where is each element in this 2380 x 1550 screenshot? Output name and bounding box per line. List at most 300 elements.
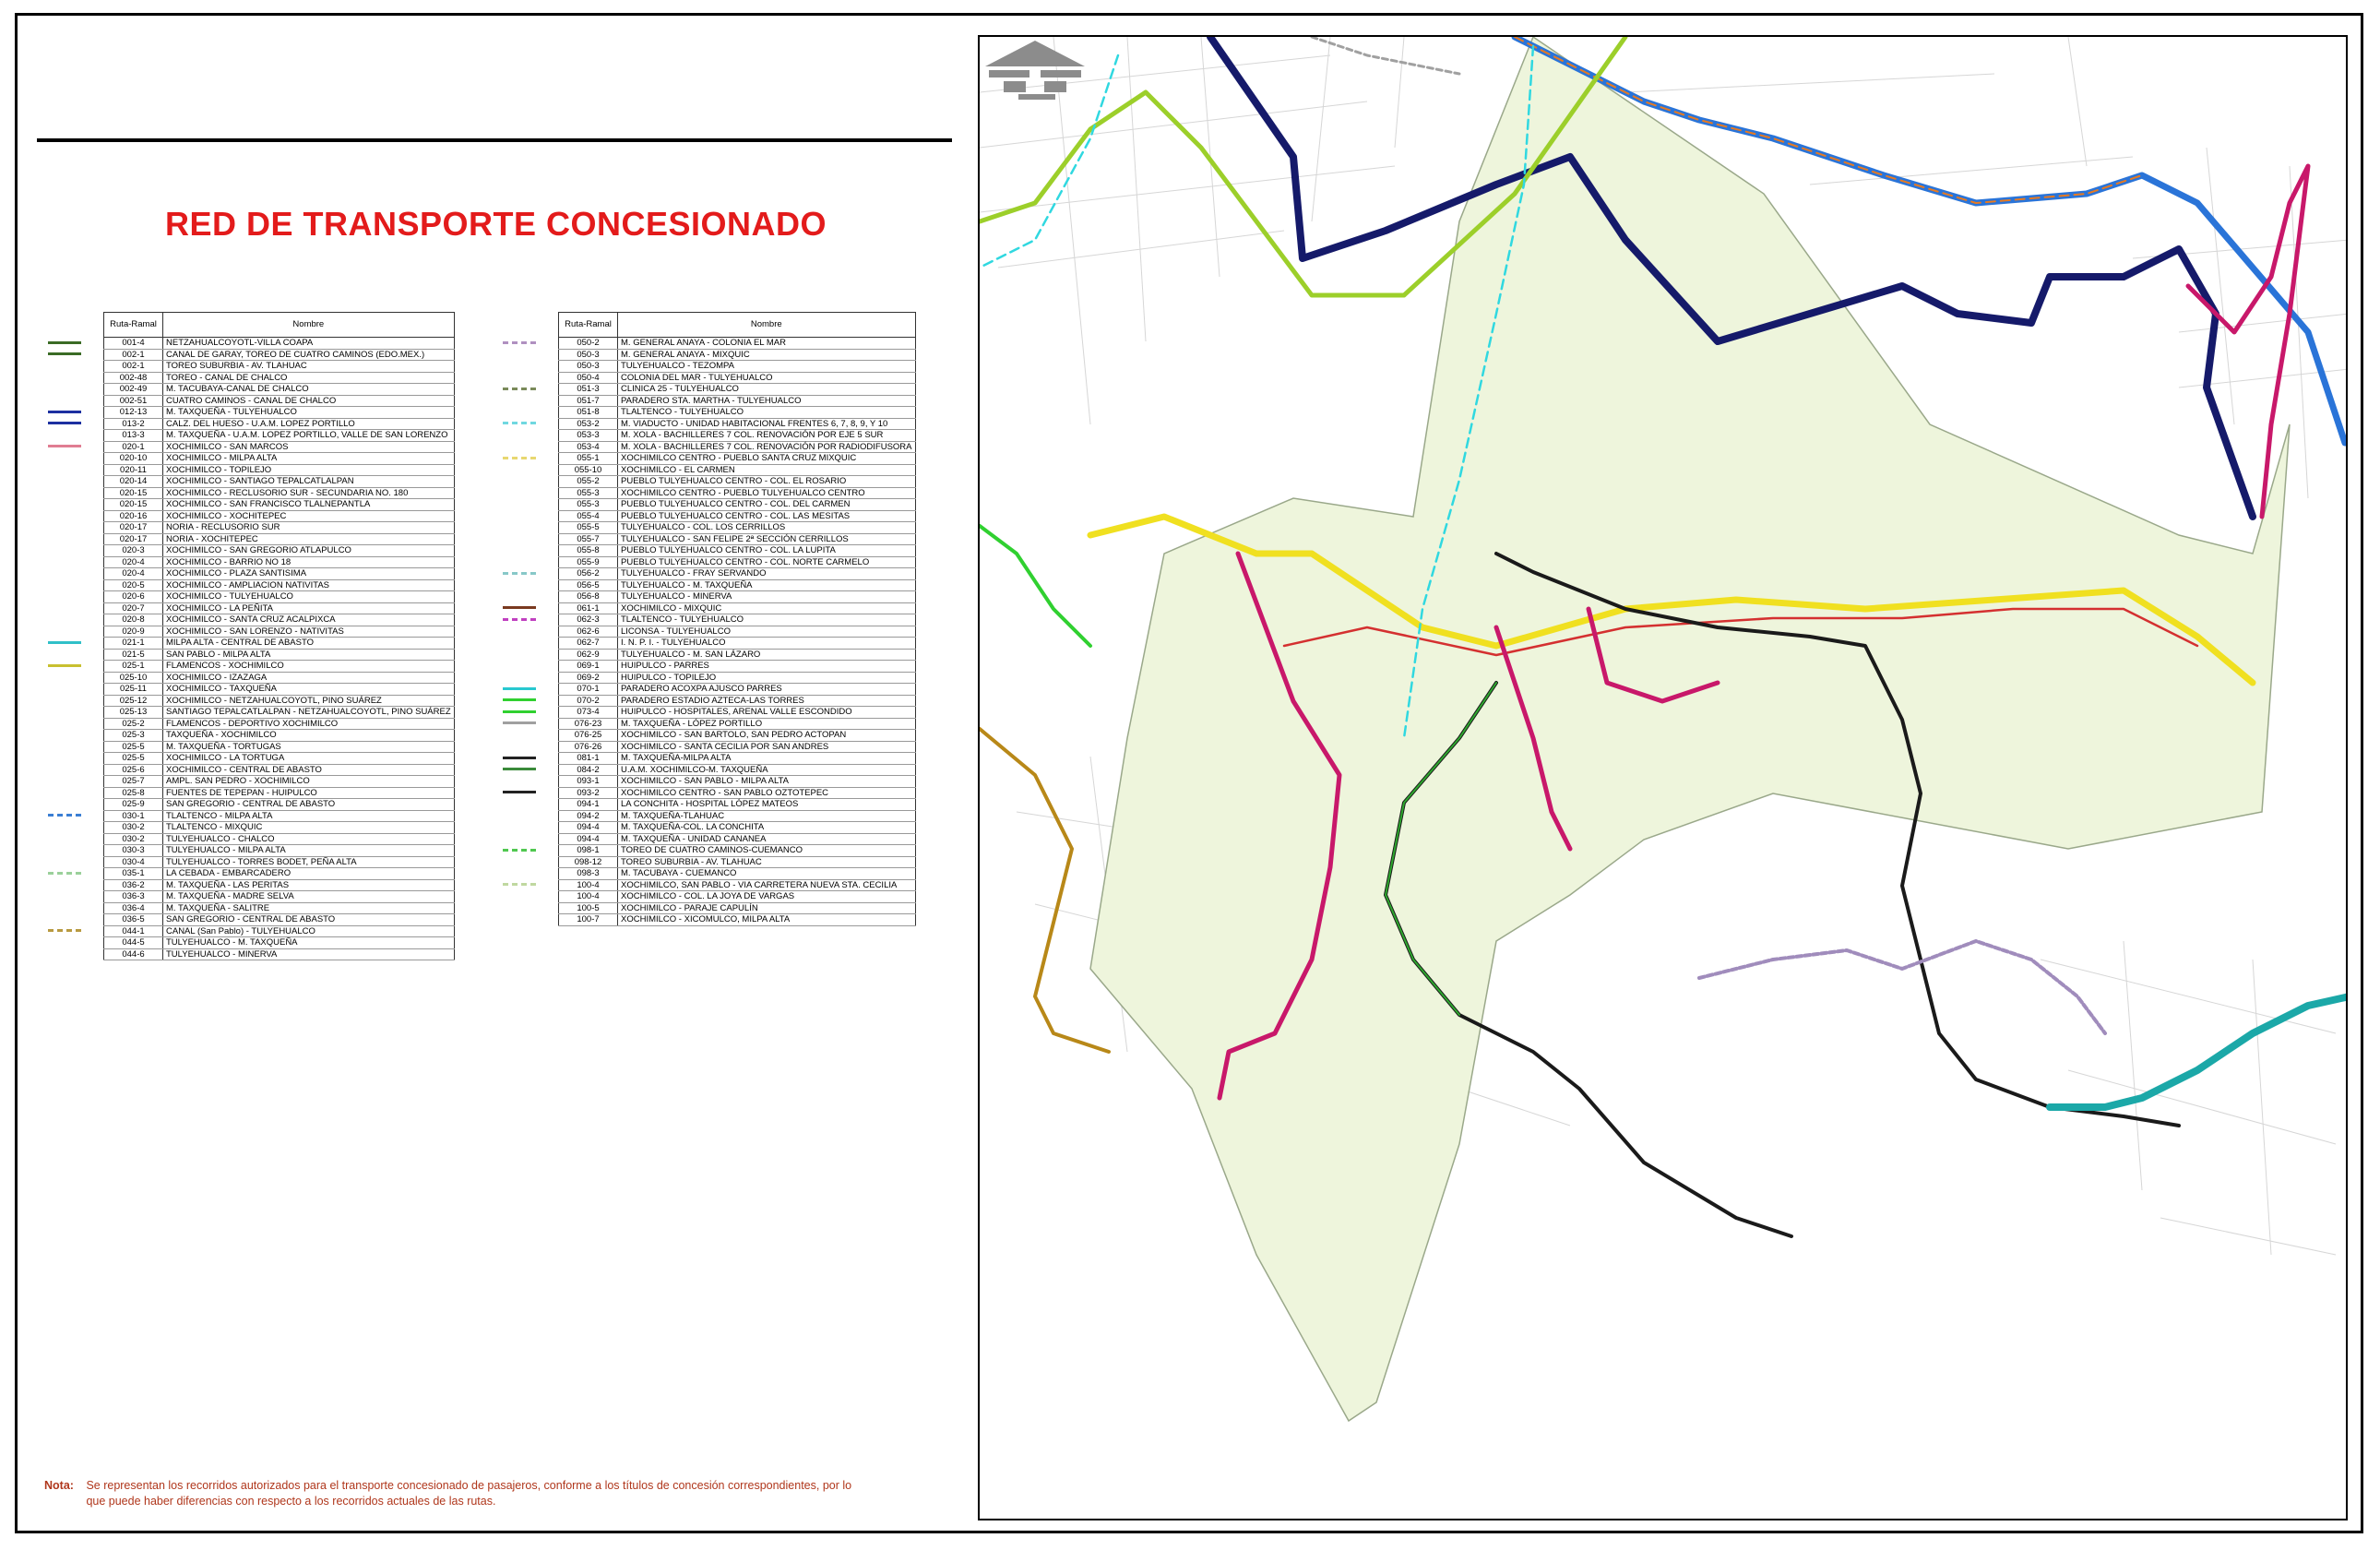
route-code: 093-1 — [559, 776, 618, 788]
route-code: 020-8 — [104, 614, 163, 626]
route-name: M. TAXQUEÑA - SALITRE — [163, 902, 455, 914]
route-code: 055-2 — [559, 476, 618, 488]
route-swatch — [48, 868, 104, 880]
route-name: MILPA ALTA - CENTRAL DE ABASTO — [163, 638, 455, 650]
legend-row — [48, 799, 454, 811]
legend-row — [503, 349, 915, 361]
route-name: XOCHIMILCO - TULYEHUALCO — [163, 591, 455, 603]
route-name: M. VIADUCTO - UNIDAD HABITACIONAL FRENTES 6, 7, 8, 9, Y 10 — [618, 418, 916, 430]
route-name: M. TAXQUEÑA-COL. LA CONCHITA — [618, 822, 916, 834]
legend-row — [503, 487, 915, 499]
route-swatch — [503, 372, 559, 384]
name-header: Nombre — [163, 313, 455, 338]
route-code: 055-8 — [559, 545, 618, 557]
legend-row — [503, 418, 915, 430]
route-name: TULYEHUALCO - COL. LOS CERRILLOS — [618, 522, 916, 534]
route-swatch — [503, 579, 559, 591]
route-swatch — [48, 453, 104, 465]
legend-row — [503, 602, 915, 614]
route-color-swatch — [503, 698, 536, 701]
route-code: 100-4 — [559, 891, 618, 903]
route-code: 002-49 — [104, 384, 163, 396]
route-code: 098-3 — [559, 868, 618, 880]
legend-row — [48, 430, 454, 442]
legend-row — [48, 661, 454, 673]
route-name: TULYEHUALCO - M. TAXQUEÑA — [618, 579, 916, 591]
route-code: 021-1 — [104, 638, 163, 650]
route-swatch — [503, 661, 559, 673]
route-color-swatch — [503, 618, 536, 621]
route-color-swatch — [503, 572, 536, 575]
route-name: COLONIA DEL MAR - TULYEHUALCO — [618, 372, 916, 384]
route-name: XOCHIMILCO - SAN LORENZO - NATIVITAS — [163, 626, 455, 638]
route-name: M. TAXQUEÑA - TULYEHUALCO — [163, 407, 455, 419]
route-color-swatch — [48, 814, 81, 817]
route-code: 036-2 — [104, 879, 163, 891]
note-text: Se representan los recorridos autorizados para el transporte concesionado de pasajeros, conforme a los títulos de concesión correspondientes, por lo que puede haber diferencias con respecto a los recorridos actuales de las rutas. — [86, 1479, 852, 1508]
route-code: 084-2 — [559, 764, 618, 776]
route-name: XOCHIMILCO - MIXQUIC — [618, 602, 916, 614]
route-swatch — [48, 833, 104, 845]
route-swatch — [48, 891, 104, 903]
legend-row — [503, 741, 915, 753]
route-swatch — [48, 476, 104, 488]
route-name: TULYEHUALCO - MINERVA — [163, 948, 455, 960]
legend-row — [503, 718, 915, 730]
route-swatch — [503, 753, 559, 765]
map-canvas[interactable] — [980, 37, 2348, 1520]
route-code: 056-2 — [559, 568, 618, 580]
route-name: M. TACUBAYA-CANAL DE CHALCO — [163, 384, 455, 396]
route-swatch — [503, 476, 559, 488]
route-swatch — [48, 776, 104, 788]
route-swatch — [503, 626, 559, 638]
legend-row — [48, 602, 454, 614]
route-swatch — [503, 430, 559, 442]
legend-row — [503, 799, 915, 811]
route-lilac — [1699, 941, 2105, 1033]
route-swatch — [48, 799, 104, 811]
delegation-logo-icon — [980, 37, 1090, 103]
note-label: Nota: — [44, 1479, 74, 1492]
legend-row — [503, 856, 915, 868]
route-name: XOCHIMILCO - SAN FRANCISCO TLALNEPANTLA — [163, 499, 455, 511]
route-swatch — [48, 672, 104, 684]
route-code: 062-6 — [559, 626, 618, 638]
legend-row — [503, 764, 915, 776]
route-code: 050-3 — [559, 361, 618, 373]
route-name: M. TAXQUEÑA - LAS PERITAS — [163, 879, 455, 891]
route-swatch — [48, 661, 104, 673]
legend-row — [503, 684, 915, 696]
footnote — [44, 1478, 875, 1509]
route-name: TULYEHUALCO - TORRES BODET, PEÑA ALTA — [163, 856, 455, 868]
route-code: 020-7 — [104, 602, 163, 614]
route-name: PARADERO ACOXPA AJUSCO PARRES — [618, 684, 916, 696]
route-code: 044-1 — [104, 925, 163, 937]
route-code: 025-5 — [104, 753, 163, 765]
route-color-swatch — [48, 445, 81, 447]
legend-row — [503, 372, 915, 384]
route-swatch — [503, 407, 559, 419]
route-swatch — [503, 730, 559, 742]
route-name: PUEBLO TULYEHUALCO CENTRO - COL. LAS MESITAS — [618, 510, 916, 522]
route-code: 025-9 — [104, 799, 163, 811]
route-swatch — [48, 753, 104, 765]
legend-row — [48, 764, 454, 776]
route-swatch — [48, 810, 104, 822]
route-name: TULYEHUALCO - TEZOMPA — [618, 361, 916, 373]
route-swatch — [503, 638, 559, 650]
route-code: 020-3 — [104, 545, 163, 557]
legend-row — [48, 672, 454, 684]
route-name: PUEBLO TULYEHUALCO CENTRO - COL. LA LUPITA — [618, 545, 916, 557]
legend-row — [503, 868, 915, 880]
route-name: FLAMENCOS - DEPORTIVO XOCHIMILCO — [163, 718, 455, 730]
route-code: 020-17 — [104, 522, 163, 534]
route-swatch — [48, 591, 104, 603]
route-swatch — [503, 522, 559, 534]
route-swatch — [503, 384, 559, 396]
route-color-swatch — [503, 883, 536, 886]
route-code: 025-12 — [104, 695, 163, 707]
route-name: XOCHIMILCO - SANTA CECILIA POR SAN ANDRES — [618, 741, 916, 753]
route-name: CALZ. DEL HUESO - U.A.M. LOPEZ PORTILLO — [163, 418, 455, 430]
route-swatch — [48, 349, 104, 361]
route-code: 020-9 — [104, 626, 163, 638]
route-swatch — [48, 464, 104, 476]
route-name: CANAL DE GARAY, TOREO DE CUATRO CAMINOS (EDO.MEX.) — [163, 349, 455, 361]
route-swatch — [48, 556, 104, 568]
route-code: 073-4 — [559, 707, 618, 719]
route-swatch — [503, 441, 559, 453]
route-name: M. TAXQUEÑA - LÓPEZ PORTILLO — [618, 718, 916, 730]
route-swatch — [503, 741, 559, 753]
route-name: TLALTENCO - TULYEHUALCO — [618, 407, 916, 419]
swatch-header — [503, 313, 559, 338]
route-code: 020-17 — [104, 533, 163, 545]
route-code: 098-12 — [559, 856, 618, 868]
route-name: M. TAXQUEÑA-TLAHUAC — [618, 810, 916, 822]
legend-row — [48, 361, 454, 373]
legend-row — [503, 661, 915, 673]
legend-row — [48, 418, 454, 430]
route-color-swatch — [503, 710, 536, 713]
route-name: XOCHIMILCO CENTRO - PUEBLO TULYEHUALCO CENTRO — [618, 487, 916, 499]
route-name: HUIPULCO - PARRES — [618, 661, 916, 673]
route-legend-table-left — [48, 312, 455, 960]
legend-row — [48, 730, 454, 742]
name-header: Nombre — [618, 313, 916, 338]
route-code: 056-8 — [559, 591, 618, 603]
legend-row — [48, 556, 454, 568]
route-name: TULYEHUALCO - FRAY SERVANDO — [618, 568, 916, 580]
legend-row — [48, 407, 454, 419]
route-color-swatch — [503, 606, 536, 609]
route-swatch — [48, 614, 104, 626]
route-code: 050-3 — [559, 349, 618, 361]
route-color-swatch — [503, 849, 536, 852]
route-swatch — [48, 407, 104, 419]
legend-row — [503, 533, 915, 545]
route-color-swatch — [48, 664, 81, 667]
legend-row — [503, 338, 915, 350]
legend-row — [503, 441, 915, 453]
route-name: NETZAHUALCOYOTL-VILLA COAPA — [163, 338, 455, 350]
route-swatch — [503, 799, 559, 811]
route-name: PUEBLO TULYEHUALCO CENTRO - COL. DEL CARMEN — [618, 499, 916, 511]
route-name: AMPL. SAN PEDRO - XOCHIMILCO — [163, 776, 455, 788]
legend-row — [503, 430, 915, 442]
route-code: 020-14 — [104, 476, 163, 488]
route-swatch — [48, 787, 104, 799]
legend-row — [48, 533, 454, 545]
route-swatch — [503, 464, 559, 476]
route-code: 035-1 — [104, 868, 163, 880]
legend-row — [48, 522, 454, 534]
route-swatch — [48, 568, 104, 580]
route-name: XOCHIMILCO - SAN GREGORIO ATLAPULCO — [163, 545, 455, 557]
legend-row — [503, 591, 915, 603]
route-swatch — [503, 338, 559, 350]
route-swatch — [503, 453, 559, 465]
legend-row — [503, 776, 915, 788]
route-name: XOCHIMILCO CENTRO - PUEBLO SANTA CRUZ MIXQUIC — [618, 453, 916, 465]
route-swatch — [48, 545, 104, 557]
legend-row — [48, 568, 454, 580]
legend-row — [48, 384, 454, 396]
route-name: SAN GREGORIO - CENTRAL DE ABASTO — [163, 914, 455, 926]
route-name: NORIA - XOCHITEPEC — [163, 533, 455, 545]
route-name: M. GENERAL ANAYA - MIXQUIC — [618, 349, 916, 361]
route-swatch — [503, 545, 559, 557]
route-swatch — [503, 764, 559, 776]
legend-row — [48, 948, 454, 960]
route-code: 055-10 — [559, 464, 618, 476]
route-code: 012-13 — [104, 407, 163, 419]
legend-row — [48, 753, 454, 765]
legend-row — [48, 833, 454, 845]
legend-row — [48, 487, 454, 499]
route-name: XOCHIMILCO - MILPA ALTA — [163, 453, 455, 465]
route-legend-table-right — [503, 312, 916, 926]
route-code: 081-1 — [559, 753, 618, 765]
route-name: LA CONCHITA - HOSPITAL LÓPEZ MATEOS — [618, 799, 916, 811]
route-name: XOCHIMILCO - SAN MARCOS — [163, 441, 455, 453]
route-code: 020-16 — [104, 510, 163, 522]
route-code: 030-2 — [104, 833, 163, 845]
legend-row — [48, 891, 454, 903]
route-code: 020-11 — [104, 464, 163, 476]
route-name: XOCHIMILCO - TAXQUEÑA — [163, 684, 455, 696]
legend-row — [48, 856, 454, 868]
route-color-swatch — [48, 411, 81, 413]
route-code: 030-1 — [104, 810, 163, 822]
route-name: PARADERO ESTADIO AZTECA-LAS TORRES — [618, 695, 916, 707]
route-name: PUEBLO TULYEHUALCO CENTRO - COL. EL ROSARIO — [618, 476, 916, 488]
route-swatch — [503, 533, 559, 545]
route-name: TAXQUEÑA - XOCHIMILCO — [163, 730, 455, 742]
route-code: 025-5 — [104, 741, 163, 753]
route-code: 013-2 — [104, 418, 163, 430]
route-name: XOCHIMILCO - XICOMULCO, MILPA ALTA — [618, 914, 916, 926]
route-gold — [980, 729, 1109, 1052]
route-map[interactable] — [978, 35, 2348, 1520]
route-code: 025-10 — [104, 672, 163, 684]
legend-body-right — [503, 338, 915, 926]
legend-row — [48, 338, 454, 350]
route-code: 025-3 — [104, 730, 163, 742]
legend-row — [503, 395, 915, 407]
legend-row — [503, 476, 915, 488]
route-color-swatch — [48, 872, 81, 875]
route-swatch — [503, 695, 559, 707]
route-code: 062-7 — [559, 638, 618, 650]
legend-row — [503, 753, 915, 765]
legend-row — [503, 879, 915, 891]
route-name: XOCHIMILCO - BARRIO NO 18 — [163, 556, 455, 568]
route-color-swatch — [503, 388, 536, 390]
legend-row — [503, 914, 915, 926]
route-swatch — [48, 902, 104, 914]
title-rule — [37, 138, 952, 142]
route-swatch — [503, 556, 559, 568]
route-code: 070-1 — [559, 684, 618, 696]
route-swatch — [503, 591, 559, 603]
route-swatch — [48, 499, 104, 511]
route-color-swatch — [503, 341, 536, 344]
route-name: TULYEHUALCO - CHALCO — [163, 833, 455, 845]
route-name: XOCHIMILCO - SANTIAGO TEPALCATLALPAN — [163, 476, 455, 488]
route-name: FLAMENCOS - XOCHIMILCO — [163, 661, 455, 673]
route-code: 094-1 — [559, 799, 618, 811]
route-name: TLALTENCO - MIXQUIC — [163, 822, 455, 834]
route-swatch — [503, 845, 559, 857]
route-name: SANTIAGO TEPALCATLALPAN - NETZAHUALCOYOTL, PINO SUÁREZ — [163, 707, 455, 719]
legend-row — [503, 556, 915, 568]
route-color-swatch — [503, 768, 536, 770]
route-swatch — [503, 602, 559, 614]
route-color-swatch — [48, 929, 81, 932]
legend-row — [48, 914, 454, 926]
route-swatch — [48, 533, 104, 545]
route-name: TLALTENCO - MILPA ALTA — [163, 810, 455, 822]
route-name: PARADERO STA. MARTHA - TULYEHUALCO — [618, 395, 916, 407]
legend-row — [48, 453, 454, 465]
legend-row — [48, 787, 454, 799]
route-name: M. TAXQUEÑA-MILPA ALTA — [618, 753, 916, 765]
route-magenta-east — [2188, 166, 2308, 517]
route-code: 025-11 — [104, 684, 163, 696]
route-green-west — [980, 526, 1090, 646]
legend-row — [48, 476, 454, 488]
route-swatch — [503, 395, 559, 407]
legend-row — [503, 464, 915, 476]
legend-row — [48, 579, 454, 591]
route-code: 056-5 — [559, 579, 618, 591]
route-swatch — [503, 568, 559, 580]
legend-header-row — [48, 313, 454, 338]
route-name: TOREO - CANAL DE CHALCO — [163, 372, 455, 384]
legend-row — [48, 868, 454, 880]
route-code: 025-1 — [104, 661, 163, 673]
route-swatch — [503, 614, 559, 626]
route-name: XOCHIMILCO - RECLUSORIO SUR - SECUNDARIA NO. 180 — [163, 487, 455, 499]
route-swatch — [48, 487, 104, 499]
route-code: 100-7 — [559, 914, 618, 926]
legend-row — [503, 361, 915, 373]
route-name: CANAL (San Pablo) - TULYEHUALCO — [163, 925, 455, 937]
route-swatch — [48, 764, 104, 776]
legend-row — [503, 891, 915, 903]
legend-row — [48, 395, 454, 407]
legend-row — [503, 545, 915, 557]
route-code: 070-2 — [559, 695, 618, 707]
route-swatch — [48, 602, 104, 614]
route-name: XOCHIMILCO - CENTRAL DE ABASTO — [163, 764, 455, 776]
route-swatch — [48, 430, 104, 442]
route-code: 100-5 — [559, 902, 618, 914]
route-code: 053-2 — [559, 418, 618, 430]
route-swatch — [48, 718, 104, 730]
legend-row — [48, 510, 454, 522]
route-color-swatch — [48, 352, 81, 355]
route-swatch — [48, 384, 104, 396]
route-code: 001-4 — [104, 338, 163, 350]
legend-row — [503, 568, 915, 580]
route-swatch — [503, 810, 559, 822]
route-swatch — [48, 822, 104, 834]
legend-row — [48, 684, 454, 696]
legend-row — [48, 845, 454, 857]
route-name: XOCHIMILCO, SAN PABLO - VIA CARRETERA NUEVA STA. CECILIA — [618, 879, 916, 891]
route-swatch — [48, 395, 104, 407]
legend-row — [48, 879, 454, 891]
route-swatch — [48, 684, 104, 696]
route-code: 051-8 — [559, 407, 618, 419]
route-name: XOCHIMILCO - COL. LA JOYA DE VARGAS — [618, 891, 916, 903]
legend-row — [503, 626, 915, 638]
route-code: 094-4 — [559, 822, 618, 834]
route-name: SAN GREGORIO - CENTRAL DE ABASTO — [163, 799, 455, 811]
route-code: 055-9 — [559, 556, 618, 568]
legend-row — [503, 707, 915, 719]
legend-row — [48, 441, 454, 453]
route-swatch — [503, 902, 559, 914]
route-code: 025-7 — [104, 776, 163, 788]
route-code: 013-3 — [104, 430, 163, 442]
route-swatch — [48, 638, 104, 650]
route-swatch — [503, 856, 559, 868]
route-name: M. TAXQUEÑA - UNIDAD CANANEA — [618, 833, 916, 845]
route-name: M. TAXQUEÑA - U.A.M. LOPEZ PORTILLO, VALLE DE SAN LORENZO — [163, 430, 455, 442]
route-code: 044-5 — [104, 937, 163, 949]
route-swatch — [48, 418, 104, 430]
route-swatch — [503, 787, 559, 799]
route-name: HUIPULCO - HOSPITALES, ARENAL VALLE ESCONDIDO — [618, 707, 916, 719]
route-code: 030-3 — [104, 845, 163, 857]
page-title: RED DE TRANSPORTE CONCESIONADO — [164, 205, 827, 243]
route-name: TULYEHUALCO - MILPA ALTA — [163, 845, 455, 857]
route-color-swatch — [48, 422, 81, 424]
legend-row — [48, 591, 454, 603]
route-name: LA CEBADA - EMBARCADERO — [163, 868, 455, 880]
route-code: 020-1 — [104, 441, 163, 453]
legend-row — [48, 822, 454, 834]
route-name: XOCHIMILCO - SAN PABLO - MILPA ALTA — [618, 776, 916, 788]
route-swatch — [503, 649, 559, 661]
route-code: 094-2 — [559, 810, 618, 822]
